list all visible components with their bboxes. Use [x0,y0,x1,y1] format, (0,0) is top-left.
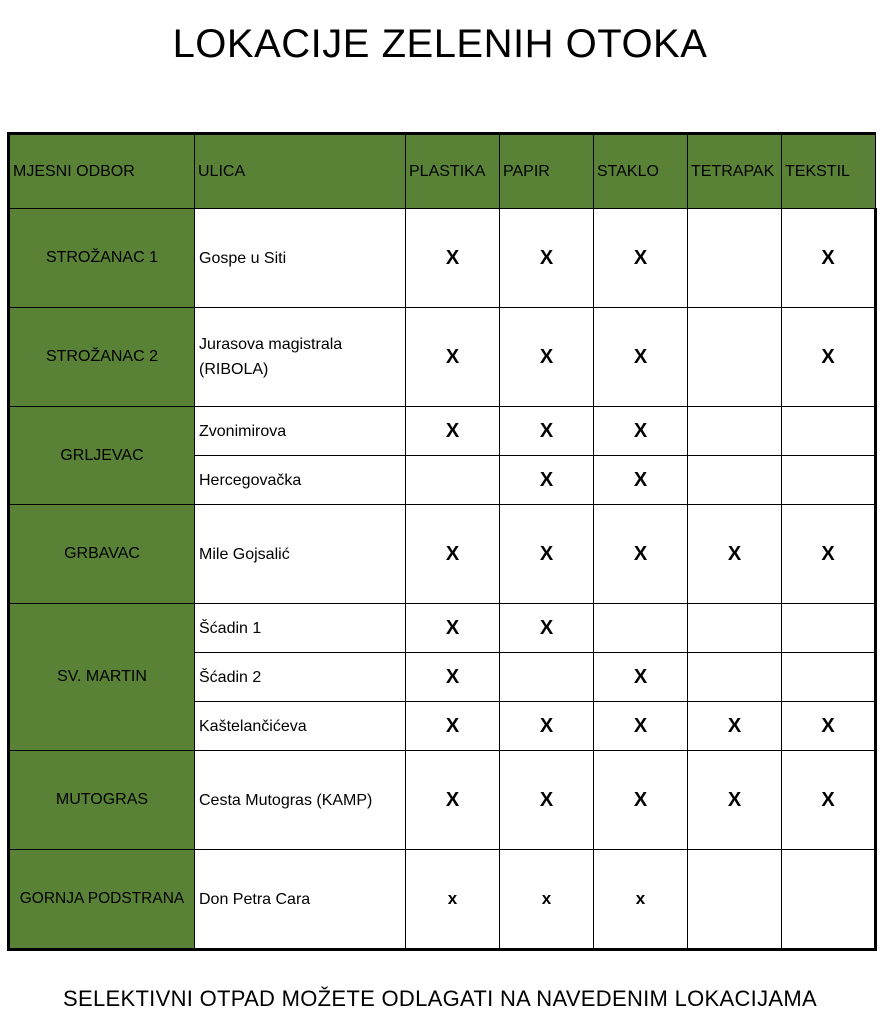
mark-tetrapak [688,653,782,702]
district-cell: MUTOGRAS [9,751,195,850]
district-cell: SV. MARTIN [9,604,195,751]
mark-plastic: X [406,604,500,653]
mark-tetrapak: X [688,505,782,604]
column-header-textile: TEKSTIL [782,134,876,209]
locations-table [7,132,877,951]
mark-paper [500,653,594,702]
table-row [9,751,876,850]
table-row [9,850,876,950]
column-header-district: MJESNI ODBOR [9,134,195,209]
mark-paper: X [500,751,594,850]
header-row [9,134,876,209]
column-header-tetrapak: TETRAPAK [688,134,782,209]
mark-tetrapak [688,407,782,456]
mark-tetrapak [688,850,782,950]
street-cell: Cesta Mutogras (KAMP) [195,751,406,850]
mark-glass: X [594,308,688,407]
mark-textile: X [782,308,876,407]
mark-tetrapak: X [688,751,782,850]
table-row [9,209,876,308]
mark-glass: X [594,653,688,702]
street-cell: Šćadin 2 [195,653,406,702]
footer-note: SELEKTIVNI OTPAD MOŽETE ODLAGATI NA NAVEDENIM LOKACIJAMA [63,986,817,1011]
street-cell: Zvonimirova [195,407,406,456]
district-cell: STROŽANAC 2 [9,308,195,407]
mark-paper: X [500,308,594,407]
mark-tetrapak: X [688,702,782,751]
mark-glass: X [594,702,688,751]
mark-paper: X [500,604,594,653]
table-row [9,308,876,407]
mark-textile [782,653,876,702]
mark-plastic: X [406,505,500,604]
column-header-plastic: PLASTIKA [406,134,500,209]
street-cell: Gospe u Siti [195,209,406,308]
mark-plastic: x [406,850,500,950]
mark-plastic: X [406,653,500,702]
street-cell: Don Petra Cara [195,850,406,950]
mark-glass: X [594,505,688,604]
street-cell: Kaštelančićeva [195,702,406,751]
table-row [9,505,876,604]
page-title: LOKACIJE ZELENIH OTOKA [172,22,708,66]
mark-paper: X [500,702,594,751]
table-row [9,604,876,653]
street-cell: Šćadin 1 [195,604,406,653]
mark-tetrapak [688,604,782,653]
mark-plastic [406,456,500,505]
street-cell: Jurasova magistrala (RIBOLA) [195,308,406,407]
mark-textile [782,850,876,950]
mark-tetrapak [688,308,782,407]
mark-paper: X [500,209,594,308]
mark-textile: X [782,702,876,751]
mark-glass [594,604,688,653]
mark-textile: X [782,751,876,850]
mark-textile: X [782,505,876,604]
mark-paper: X [500,505,594,604]
mark-tetrapak [688,456,782,505]
district-cell: GRBAVAC [9,505,195,604]
street-cell: Mile Gojsalić [195,505,406,604]
mark-glass: X [594,209,688,308]
mark-paper: x [500,850,594,950]
mark-plastic: X [406,308,500,407]
table-row [9,407,876,456]
mark-textile: X [782,209,876,308]
district-cell: GORNJA PODSTRANA [9,850,195,950]
street-cell: Hercegovačka [195,456,406,505]
district-cell: GRLJEVAC [9,407,195,505]
mark-textile [782,604,876,653]
mark-paper: X [500,407,594,456]
mark-tetrapak [688,209,782,308]
column-header-glass: STAKLO [594,134,688,209]
district-cell: STROŽANAC 1 [9,209,195,308]
mark-plastic: X [406,209,500,308]
mark-plastic: X [406,751,500,850]
mark-plastic: X [406,702,500,751]
column-header-street: ULICA [195,134,406,209]
mark-glass: x [594,850,688,950]
mark-glass: X [594,456,688,505]
column-header-paper: PAPIR [500,134,594,209]
mark-paper: X [500,456,594,505]
mark-plastic: X [406,407,500,456]
mark-glass: X [594,751,688,850]
mark-textile [782,456,876,505]
mark-textile [782,407,876,456]
mark-glass: X [594,407,688,456]
